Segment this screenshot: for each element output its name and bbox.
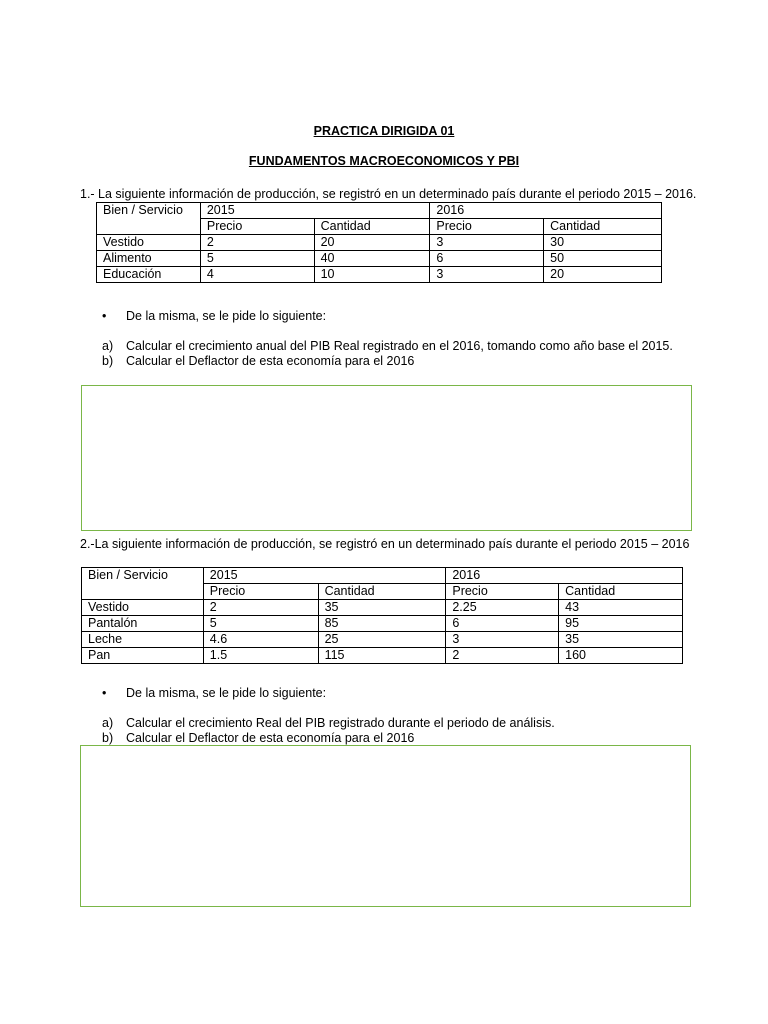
q2-price-2016: Precio <box>446 584 559 600</box>
price-2016: 3 <box>430 235 544 251</box>
price-2016: 3 <box>430 267 544 283</box>
qty-2015: 85 <box>318 616 446 632</box>
table-row <box>97 251 662 267</box>
q1-table <box>96 202 662 283</box>
q1-price-2016: Precio <box>430 219 544 235</box>
table-row <box>82 600 683 616</box>
q2-qty-2016: Cantidad <box>559 584 683 600</box>
price-2015: 2 <box>203 600 318 616</box>
price-2015: 4.6 <box>203 632 318 648</box>
q2-price-2015: Precio <box>203 584 318 600</box>
price-2015: 4 <box>200 267 314 283</box>
q1-bullet-text: De la misma, se le pide lo siguiente: <box>126 309 327 323</box>
table-row <box>82 648 683 664</box>
q1-a-text: Calcular el crecimiento anual del PIB Real registrado en el 2016, tomando como año base el 2015. <box>126 339 673 353</box>
qty-2016: 95 <box>559 616 683 632</box>
qty-2016: 43 <box>559 600 683 616</box>
price-2016: 3 <box>446 632 559 648</box>
table-row <box>97 235 662 251</box>
q1-bullet <box>102 309 326 323</box>
q2-b-text: Calcular el Deflactor de esta economía para el 2016 <box>126 731 415 745</box>
item-name: Pantalón <box>82 616 204 632</box>
qty-2016: 160 <box>559 648 683 664</box>
q2-table <box>81 567 683 664</box>
table-row <box>82 616 683 632</box>
price-2016: 2.25 <box>446 600 559 616</box>
q2-a-label: a) <box>102 716 114 730</box>
q2-year1: 2015 <box>203 568 446 584</box>
q2-answer-box[interactable] <box>80 745 691 907</box>
q2-year2: 2016 <box>446 568 683 584</box>
item-name: Leche <box>82 632 204 648</box>
q1-empty-cell <box>97 219 201 235</box>
price-2015: 2 <box>200 235 314 251</box>
bullet-icon: • <box>102 686 107 700</box>
q1-a-label: a) <box>102 339 114 353</box>
qty-2015: 35 <box>318 600 446 616</box>
qty-2016: 20 <box>544 267 662 283</box>
q2-qty-2015: Cantidad <box>318 584 446 600</box>
qty-2015: 20 <box>314 235 430 251</box>
qty-2016: 50 <box>544 251 662 267</box>
bullet-icon: • <box>102 309 107 323</box>
price-2016: 6 <box>430 251 544 267</box>
qty-2015: 10 <box>314 267 430 283</box>
q1-b-label: b) <box>102 354 114 368</box>
q2-b-label: b) <box>102 731 114 745</box>
q2-item-b <box>102 731 414 745</box>
document-subtitle: FUNDAMENTOS MACROECONOMICOS Y PBI <box>248 154 520 168</box>
qty-2015: 115 <box>318 648 446 664</box>
q1-b-text: Calcular el Deflactor de esta economía para el 2016 <box>126 354 415 368</box>
q2-intro: 2.-La siguiente información de producción, se registró en un determinado país durante el periodo 2015 – 2016 <box>80 537 690 551</box>
q1-col-header: Bien / Servicio <box>97 203 201 219</box>
q2-empty-cell <box>82 584 204 600</box>
q1-qty-2015: Cantidad <box>314 219 430 235</box>
q1-year2: 2016 <box>430 203 662 219</box>
q1-answer-box[interactable] <box>81 385 692 531</box>
q1-intro: 1.- La siguiente información de producción, se registró en un determinado país durante el periodo 2015 – 2016. <box>80 187 697 201</box>
table-row <box>97 267 662 283</box>
item-name: Alimento <box>97 251 201 267</box>
item-name: Vestido <box>97 235 201 251</box>
q1-price-2015: Precio <box>200 219 314 235</box>
q2-bullet <box>102 686 326 700</box>
qty-2016: 35 <box>559 632 683 648</box>
price-2015: 5 <box>200 251 314 267</box>
q1-item-b <box>102 354 414 368</box>
q2-bullet-text: De la misma, se le pide lo siguiente: <box>126 686 327 700</box>
q1-year1: 2015 <box>200 203 430 219</box>
item-name: Educación <box>97 267 201 283</box>
price-2015: 1.5 <box>203 648 318 664</box>
item-name: Vestido <box>82 600 204 616</box>
q1-qty-2016: Cantidad <box>544 219 662 235</box>
qty-2015: 40 <box>314 251 430 267</box>
document-title: PRACTICA DIRIGIDA 01 <box>313 124 455 138</box>
price-2016: 6 <box>446 616 559 632</box>
qty-2016: 30 <box>544 235 662 251</box>
price-2015: 5 <box>203 616 318 632</box>
q2-item-a <box>102 716 555 730</box>
table-row <box>82 632 683 648</box>
q1-item-a <box>102 339 673 353</box>
qty-2015: 25 <box>318 632 446 648</box>
item-name: Pan <box>82 648 204 664</box>
q2-a-text: Calcular el crecimiento Real del PIB registrado durante el periodo de análisis. <box>126 716 555 730</box>
q2-col-header: Bien / Servicio <box>82 568 204 584</box>
price-2016: 2 <box>446 648 559 664</box>
